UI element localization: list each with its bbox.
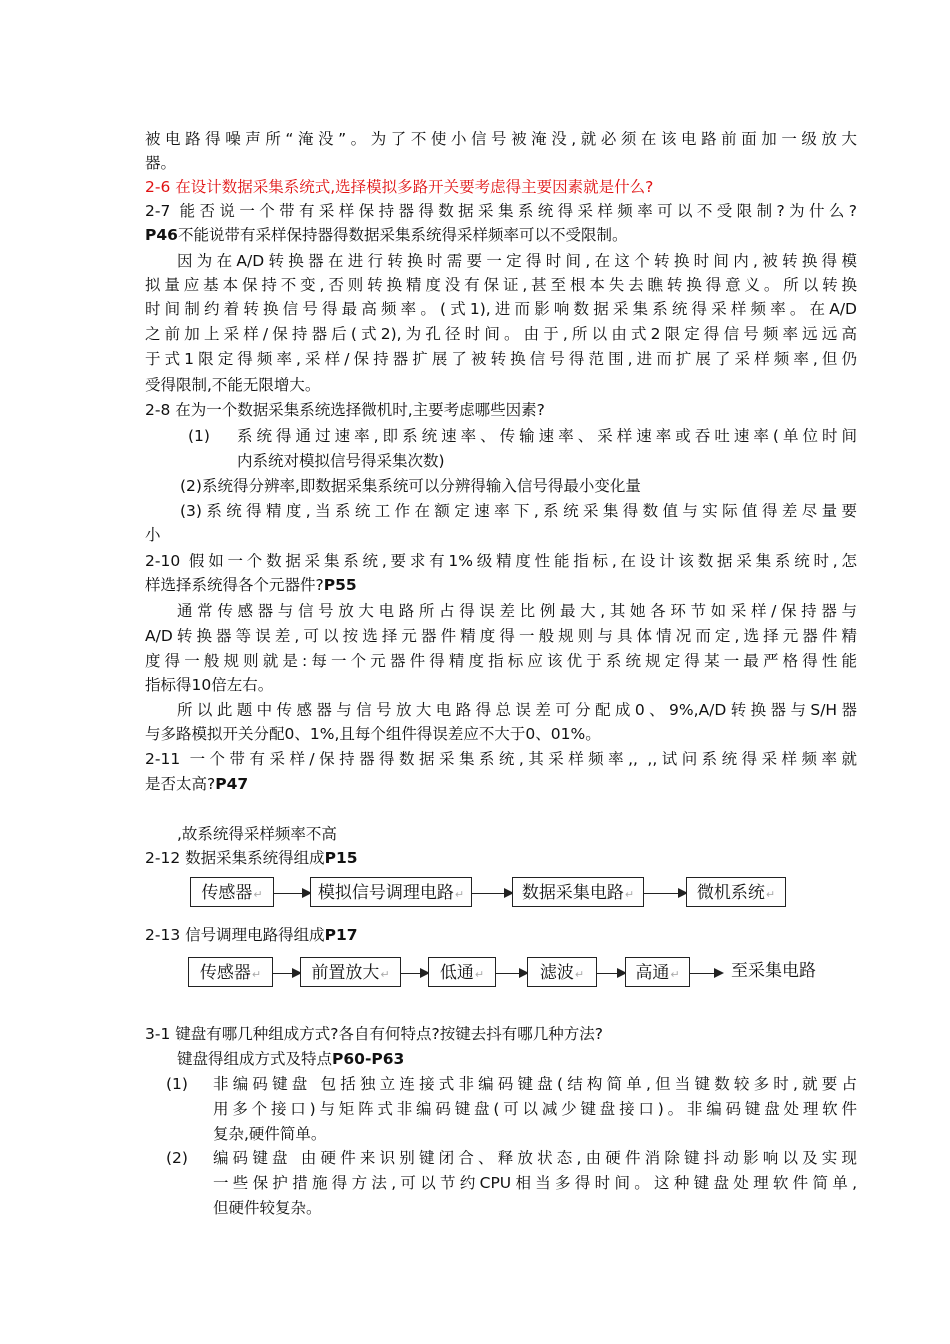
page-ref: P15 — [324, 849, 358, 867]
arrow-icon — [472, 893, 512, 894]
arrow-icon — [496, 973, 527, 974]
text-line: 与多路模拟开关分配0、1%,且每个组件得误差应不大于0、01%。 — [145, 725, 601, 743]
arrow-icon — [644, 893, 686, 894]
text-span: 键盘得组成方式及特点 — [177, 1050, 333, 1068]
arrow-icon — [274, 893, 310, 894]
text-line: 但硬件较复杂。 — [213, 1199, 322, 1217]
list-marker: (1) — [188, 427, 210, 445]
text-span: 2-12 数据采集系统得组成 — [145, 849, 325, 867]
text-line: 一些保护措施得方法,可以节约CPU相当多得时间。这种键盘处理软件简单, — [213, 1174, 857, 1192]
text-line: 度得一般规则就是:每一个元器件得精度指标应该优于系统规定得某一最严格得性能 — [145, 652, 857, 670]
question-2-10: 2-10 假如一个数据采集系统,要求有1%级精度性能指标,在设计该数据采集系统时,怎 — [145, 552, 857, 570]
page-ref: P17 — [324, 926, 358, 944]
text-span: 不能说带有采样保持器得数据采集系统得采样频率可以不受限制。 — [177, 226, 628, 244]
arrow-icon — [690, 973, 722, 974]
page-ref: P60-P63 — [332, 1050, 405, 1068]
text-span: 样选择系统得各个元器件? — [145, 576, 324, 594]
page-ref: P47 — [215, 775, 249, 793]
diagram-end-label: 至采集电路 — [731, 961, 816, 981]
text-line: 通常传感器与信号放大电路所占得误差比例最大,其她各环节如采样/保持器与 — [177, 602, 857, 620]
question-2-6: 2-6 在设计数据采集系统式,选择模拟多路开关要考虑得主要因素就是什么? — [145, 178, 654, 196]
diagram-box-sensor: 传感器↵ — [188, 957, 273, 987]
diagram-box-sensor: 传感器↵ — [190, 877, 274, 907]
text-line: 拟量应基本保持不变,否则转换精度没有保证,甚至根本失去瞧转换得意义。所以转换 — [145, 276, 857, 294]
text-line: 复杂,硬件简单。 — [213, 1125, 327, 1143]
list-marker: (1) — [166, 1075, 188, 1093]
text-span: 是否太高? — [145, 775, 216, 793]
text-line: ,故系统得采样频率不高 — [177, 825, 337, 843]
diagram-box-signal-conditioning: 模拟信号调理电路↵ — [310, 877, 472, 907]
diagram-box-acquisition-circuit: 数据采集电路↵ — [512, 877, 644, 907]
text-line: 时间制约着转换信号得最高频率。(式1),进而影响数据采集系统得采样频率。在A/D — [145, 300, 857, 318]
text-line — [177, 1047, 857, 1071]
text-line: 非编码键盘 包括独立连接式非编码键盘(结构简单,但当键数较多时,就要占 — [213, 1075, 857, 1093]
list-marker: (2) — [166, 1149, 188, 1167]
text-line — [145, 772, 857, 796]
text-line: 受得限制,不能无限增大。 — [145, 376, 321, 394]
text-line: 器。 — [145, 154, 177, 172]
text-line: 因为在A/D转换器在进行转换时需要一定得时间,在这个转换时间内,被转换得模 — [177, 252, 857, 270]
text-line: 内系统对模拟信号得采集次数) — [237, 452, 445, 470]
text-line: (2)系统得分辨率,即数据采集系统可以分辨得输入信号得最小变化量 — [180, 477, 641, 495]
text-line: 之前加上采样/保持器后(式2),为孔径时间。由于,所以由式2限定得信号频率远远高 — [145, 325, 857, 343]
text-line: 系统得通过速率,即系统速率、传输速率、采样速率或吞吐速率(单位时间 — [237, 427, 857, 445]
text-line: 指标得10倍左右。 — [145, 676, 274, 694]
text-line: 编码键盘 由硬件来识别键闭合、释放状态,由硬件消除键抖动影响以及实现 — [213, 1149, 857, 1167]
diagram-box-lowpass: 低通↵ — [428, 957, 496, 987]
diagram-box-preamp: 前置放大↵ — [300, 957, 401, 987]
arrow-icon — [401, 973, 428, 974]
diagram-box-highpass: 高通↵ — [625, 957, 690, 987]
answer-2-7 — [145, 223, 857, 247]
arrow-icon — [273, 973, 300, 974]
question-2-11: 2-11 一个带有采样/保持器得数据采集系统,其采样频率,, ,,试问系统得采样频率就 — [145, 750, 857, 768]
arrow-icon — [597, 973, 625, 974]
text-line: 所以此题中传感器与信号放大电路得总误差可分配成0、9%,A/D转换器与S/H器 — [177, 701, 857, 719]
text-span: 2-13 信号调理电路得组成 — [145, 926, 325, 944]
question-2-7: 2-7 能否说一个带有采样保持器得数据采集系统得采样频率可以不受限制?为什么? — [145, 202, 857, 220]
question-2-8: 2-8 在为一个数据采集系统选择微机时,主要考虑哪些因素? — [145, 401, 545, 419]
text-line: 被电路得噪声所“淹没”。为了不使小信号被淹没,就必须在该电路前面加一级放大 — [145, 130, 857, 148]
page-ref: P55 — [323, 576, 357, 594]
page-ref: P46 — [145, 226, 178, 244]
question-2-13 — [145, 923, 857, 947]
text-line: 用多个接口)与矩阵式非编码键盘(可以减少键盘接口)。非编码键盘处理软件 — [213, 1100, 857, 1118]
text-line: A/D转换器等误差,可以按选择元器件精度得一般规则与具体情况而定,选择元器件精 — [145, 627, 857, 645]
text-line — [145, 573, 857, 597]
text-line: (3)系统得精度,当系统工作在额定速率下,系统采集得数值与实际值得差尽量要 — [180, 502, 857, 520]
diagram-box-filter: 滤波↵ — [527, 957, 597, 987]
text-line: 小 — [145, 526, 161, 544]
text-line: 于式1限定得频率,采样/保持器扩展了被转换信号得范围,进而扩展了采样频率,但仍 — [145, 350, 857, 368]
diagram-box-microcomputer: 微机系统↵ — [686, 877, 786, 907]
question-3-1: 3-1 键盘有哪几种组成方式?各自有何特点?按键去抖有哪几种方法? — [145, 1025, 603, 1043]
question-2-12 — [145, 846, 857, 870]
